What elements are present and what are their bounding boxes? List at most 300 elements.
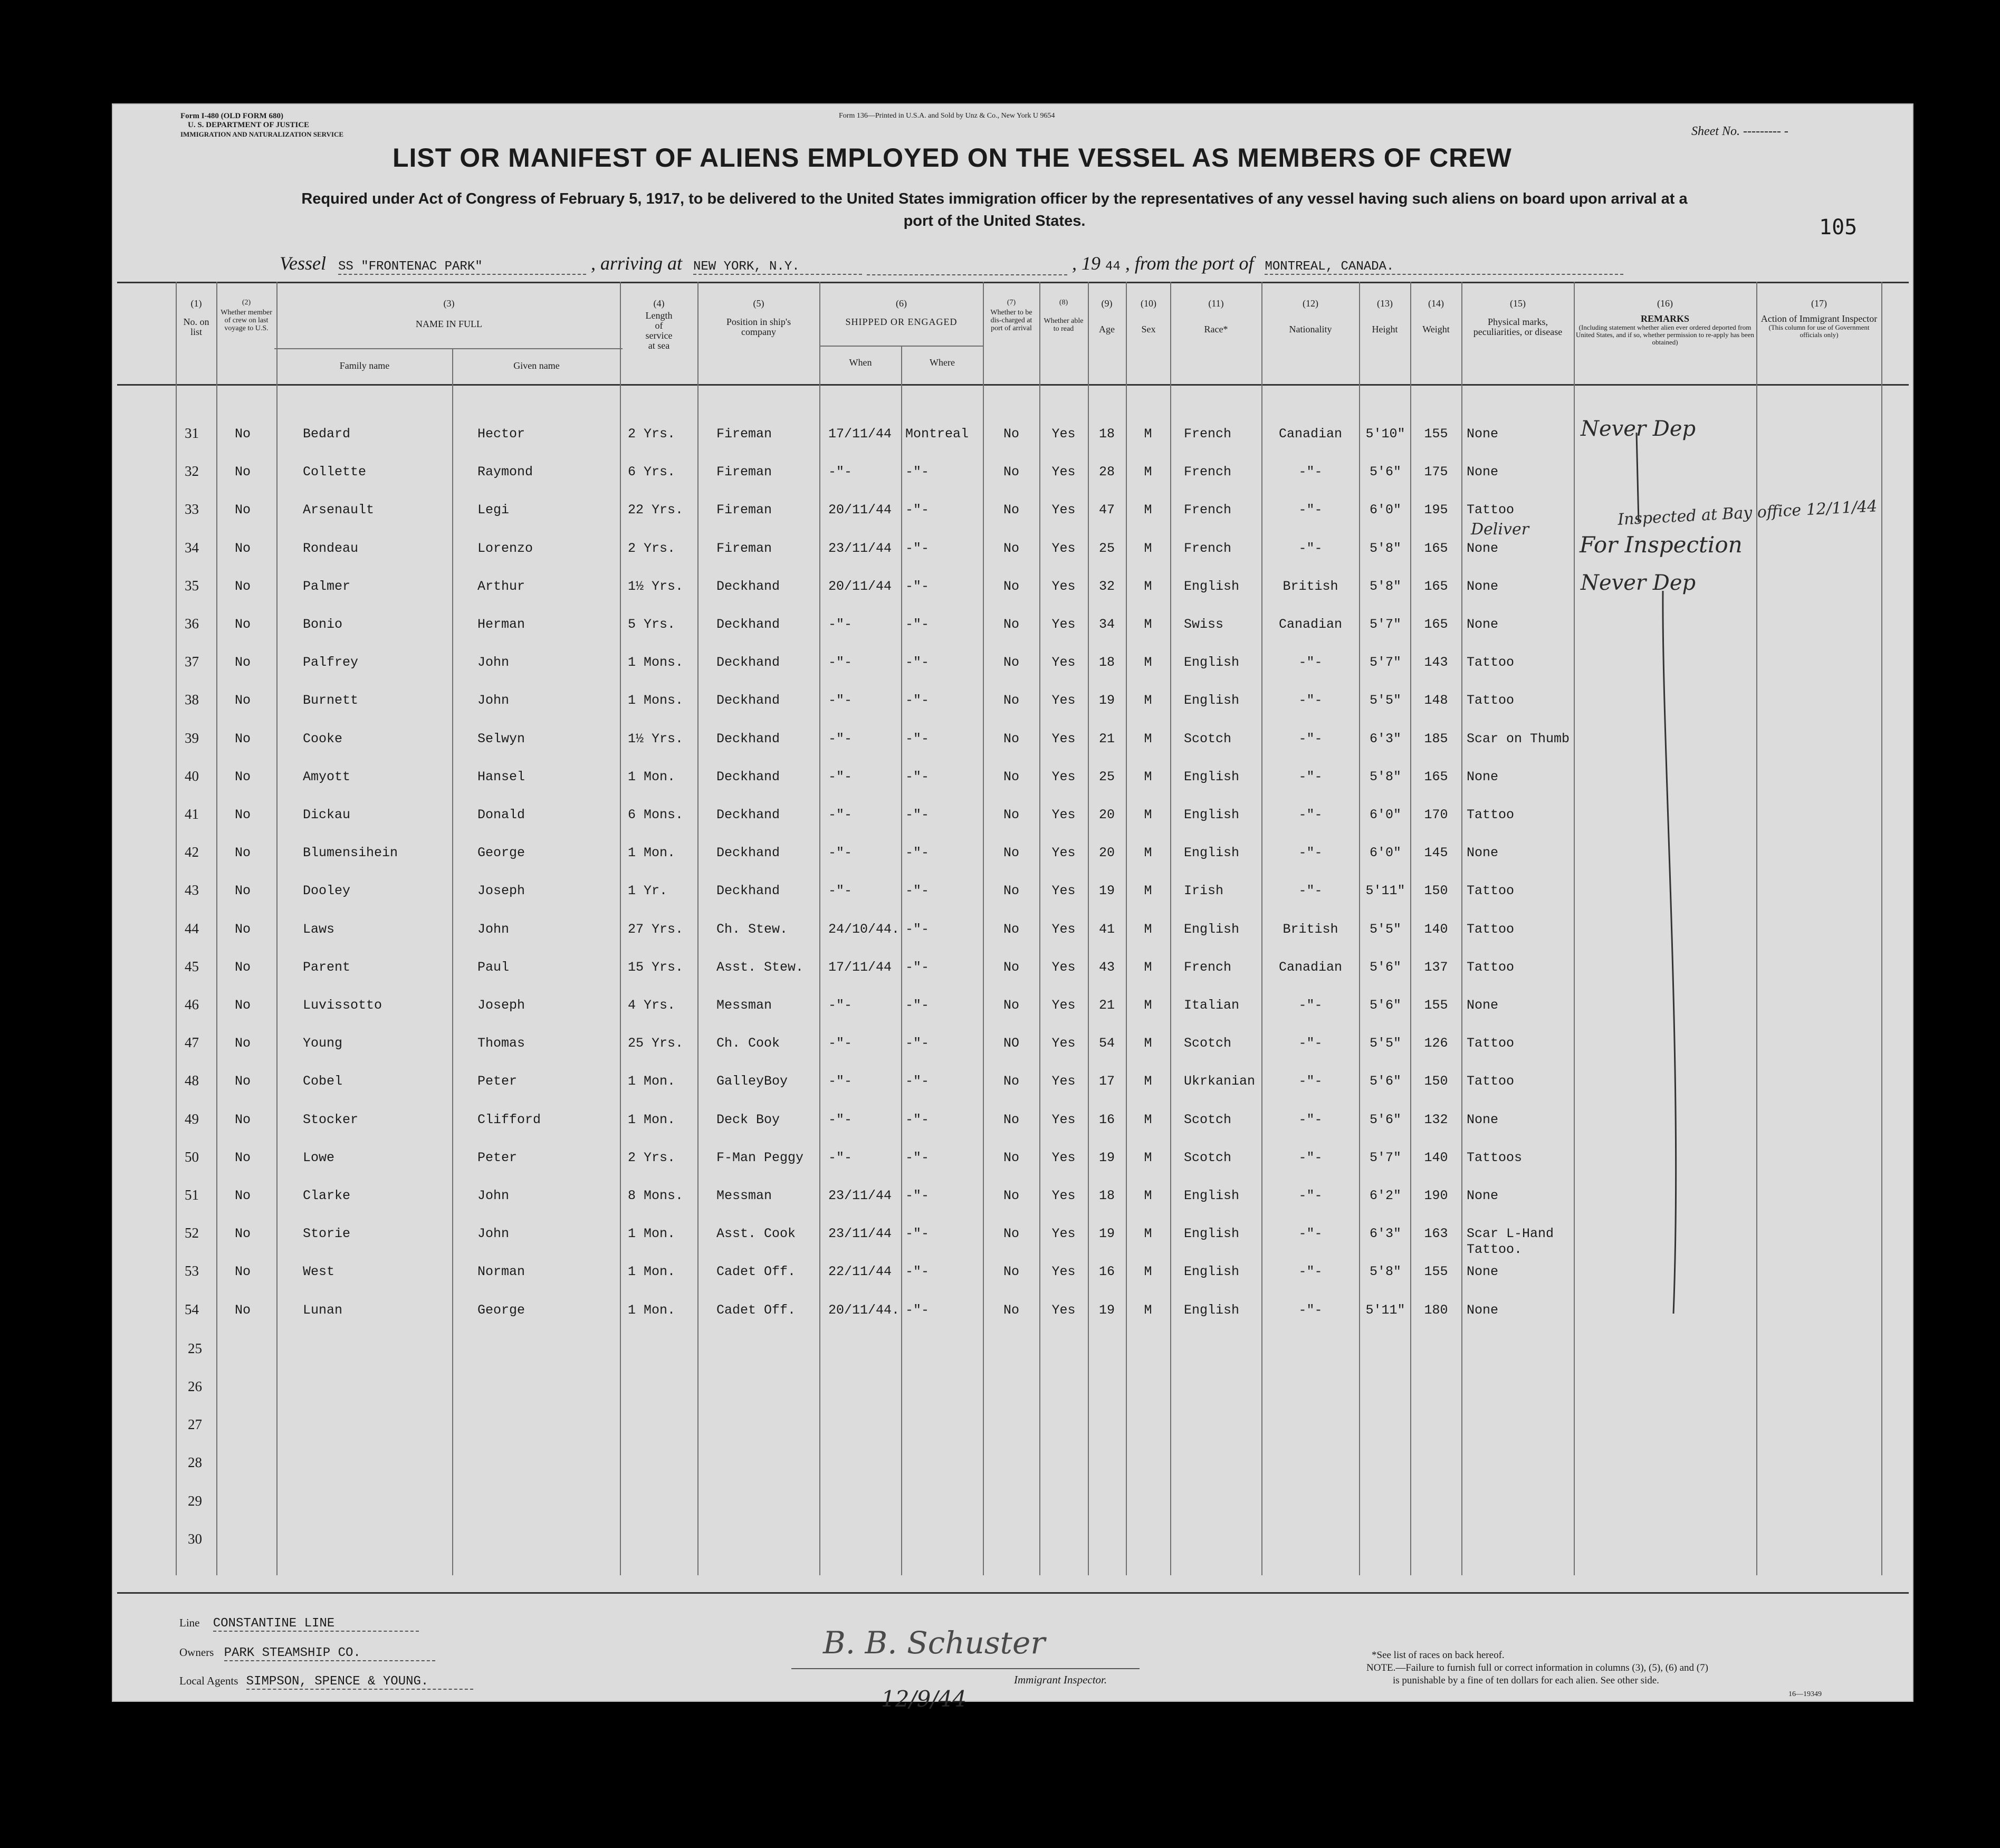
given-name-cell: Hansel — [477, 769, 525, 784]
shipped-when-cell: 20/11/44 — [828, 578, 892, 594]
discharged-cell: No — [1003, 1150, 1019, 1165]
weight-cell: 150 — [1424, 1074, 1448, 1089]
note-text-2: is punishable by a fine of ten dollars for each alien. See other side. — [1393, 1675, 1659, 1686]
shipped-where-cell: -"- — [905, 1074, 930, 1089]
height-cell: 5'7" — [1369, 655, 1401, 671]
position-cell: Deckhand — [716, 883, 780, 899]
form-department: U. S. DEPARTMENT OF JUSTICE — [188, 121, 310, 129]
age-cell: 16 — [1098, 1264, 1115, 1280]
height-cell: 5'8" — [1369, 540, 1401, 556]
nationality-cell: British — [1283, 578, 1338, 594]
service-length-cell: 15 Yrs. — [628, 959, 684, 975]
vessel-name: SS "FRONTENAC PARK" — [338, 260, 586, 275]
sex-cell: M — [1144, 1074, 1152, 1089]
shipped-when-cell: -"- — [828, 464, 853, 480]
last-voyage-cell: No — [234, 1302, 251, 1318]
given-name-cell: Paul — [477, 959, 510, 975]
sex-cell: M — [1144, 998, 1152, 1013]
service-length-cell: 2 Yrs. — [628, 540, 676, 556]
given-name-cell: George — [477, 1302, 525, 1318]
physical-marks-cell: Tattoo — [1467, 1074, 1515, 1089]
sex-cell: M — [1144, 1226, 1152, 1242]
row-number: 41 — [185, 806, 199, 822]
weight-cell: 165 — [1424, 578, 1448, 594]
shipped-where-cell: -"- — [905, 1188, 930, 1203]
nationality-cell: -"- — [1298, 693, 1323, 708]
remark-bracket-lines — [1625, 433, 1688, 1319]
age-cell: 25 — [1098, 769, 1115, 784]
given-name-cell: Lorenzo — [477, 540, 533, 556]
from-port: MONTREAL, CANADA. — [1265, 260, 1623, 275]
race-cell: Irish — [1184, 883, 1224, 899]
shipped-where-cell: -"- — [905, 540, 930, 556]
shipped-when-cell: 24/10/44. — [828, 921, 900, 937]
discharged-cell: No — [1003, 959, 1019, 975]
race-cell: Scotch — [1184, 731, 1232, 746]
shipped-where-cell: -"- — [905, 693, 930, 708]
weight-cell: 145 — [1424, 845, 1448, 861]
note-text: —Failure to furnish full or correct information in columns (3), (5), (6) and (7) — [1395, 1662, 1708, 1673]
physical-marks-cell: Tattoo — [1467, 959, 1515, 975]
shipped-when-cell: -"- — [828, 1150, 853, 1165]
able-to-read-cell: Yes — [1051, 731, 1076, 746]
shipped-when-cell: 23/11/44 — [828, 1226, 892, 1242]
header-name: (3) NAME IN FULL — [416, 298, 482, 329]
weight-cell: 180 — [1424, 1302, 1448, 1318]
weight-cell: 148 — [1424, 693, 1448, 708]
empty-row-number: 29 — [188, 1492, 202, 1509]
header-height: (13) Height — [1372, 298, 1398, 334]
race-cell: English — [1184, 655, 1240, 671]
header-race: (11) Race* — [1204, 298, 1228, 334]
discharged-cell: No — [1003, 426, 1019, 442]
service-length-cell: 1 Mon. — [628, 769, 676, 784]
discharged-cell: No — [1003, 1226, 1019, 1242]
height-cell: 6'2" — [1369, 1188, 1401, 1203]
header-position: (5) Position in ship's company — [726, 298, 791, 337]
race-cell: English — [1184, 578, 1240, 594]
last-voyage-cell: No — [234, 578, 251, 594]
header-able-to-read: (8) Whether able to read — [1044, 299, 1084, 333]
row-number: 48 — [185, 1073, 199, 1089]
given-name-cell: Hector — [477, 426, 525, 442]
sex-cell: M — [1144, 883, 1152, 899]
row-number: 47 — [185, 1035, 199, 1051]
height-cell: 5'11" — [1365, 883, 1405, 899]
vessel-line — [280, 252, 1623, 275]
form-number: Form I-480 (OLD FORM 680) — [180, 112, 283, 120]
row-number: 35 — [185, 577, 199, 593]
last-voyage-cell: No — [234, 426, 251, 442]
shipped-where-cell: -"- — [905, 1112, 930, 1127]
discharged-cell: No — [1003, 1112, 1019, 1127]
remark-deliver: Deliver — [1471, 520, 1529, 539]
family-name-cell: Blumensihein — [303, 845, 398, 861]
given-name-cell: Thomas — [477, 1036, 525, 1051]
race-cell: Ukrkanian — [1184, 1074, 1256, 1089]
service-length-cell: 27 Yrs. — [628, 921, 684, 937]
last-voyage-cell: No — [234, 1264, 251, 1280]
row-number: 31 — [185, 425, 199, 441]
vessel-label: Vessel — [280, 253, 326, 274]
age-cell: 19 — [1098, 693, 1115, 708]
given-name-cell: Raymond — [477, 464, 533, 480]
physical-marks-cell: Scar L-Hand Tattoo. — [1467, 1226, 1554, 1258]
physical-marks-cell: Tattoo — [1467, 502, 1515, 518]
race-cell: English — [1184, 1302, 1240, 1318]
nationality-cell: Canadian — [1278, 426, 1343, 442]
remark-for-inspection: For Inspection — [1580, 532, 1743, 558]
physical-marks-cell: None — [1467, 578, 1499, 594]
age-cell: 47 — [1098, 502, 1115, 518]
discharged-cell: No — [1003, 655, 1019, 671]
discharged-cell: No — [1003, 1302, 1019, 1318]
nationality-cell: -"- — [1298, 1150, 1323, 1165]
service-length-cell: 22 Yrs. — [628, 502, 684, 518]
position-cell: Deckhand — [716, 807, 780, 822]
race-cell: Scotch — [1184, 1150, 1232, 1165]
height-cell: 6'0" — [1369, 845, 1401, 861]
nationality-cell: -"- — [1298, 845, 1323, 861]
nationality-cell: -"- — [1298, 1226, 1323, 1242]
sex-cell: M — [1144, 1112, 1152, 1127]
family-name-cell: Bonio — [303, 617, 343, 632]
row-number: 50 — [185, 1148, 199, 1165]
sex-cell: M — [1144, 731, 1152, 746]
age-cell: 19 — [1098, 1150, 1115, 1165]
service-length-cell: 1½ Yrs. — [628, 731, 684, 746]
race-cell: English — [1184, 807, 1240, 822]
service-length-cell: 1 Mon. — [628, 1264, 676, 1280]
height-cell: 5'6" — [1369, 1112, 1401, 1127]
row-number: 49 — [185, 1110, 199, 1127]
nationality-cell: -"- — [1298, 998, 1323, 1013]
header-discharged: (7) Whether to be dis-charged at port of arrival — [990, 299, 1032, 332]
shipped-where-cell: -"- — [905, 883, 930, 899]
row-number: 40 — [185, 768, 199, 784]
header-last-voyage: (2) Whether member of crew on last voyage to U.S. — [221, 299, 272, 332]
sex-cell: M — [1144, 578, 1152, 594]
remark-inspected: Inspected at Bay office 12/11/44 — [1617, 497, 1878, 529]
header-when: When — [849, 357, 872, 368]
service-length-cell: 1 Mon. — [628, 1074, 676, 1089]
shipped-where-cell: -"- — [905, 578, 930, 594]
last-voyage-cell: No — [234, 540, 251, 556]
shipped-when-cell: 22/11/44 — [828, 1264, 892, 1280]
year: 44 — [1105, 260, 1121, 274]
nationality-cell: -"- — [1298, 1264, 1323, 1280]
given-name-cell: John — [477, 921, 510, 937]
able-to-read-cell: Yes — [1051, 921, 1076, 937]
sex-cell: M — [1144, 1302, 1152, 1318]
given-name-cell: Peter — [477, 1074, 518, 1089]
row-number: 54 — [185, 1301, 199, 1317]
position-cell: Deck Boy — [716, 1112, 780, 1127]
discharged-cell: No — [1003, 578, 1019, 594]
able-to-read-cell: Yes — [1051, 426, 1076, 442]
physical-marks-cell: Scar on Thumb — [1467, 731, 1570, 746]
header-family-name: Family name — [339, 360, 390, 371]
family-name-cell: Palmer — [303, 578, 351, 594]
able-to-read-cell: Yes — [1051, 655, 1076, 671]
race-cell: Swiss — [1184, 617, 1224, 632]
position-cell: GalleyBoy — [716, 1074, 788, 1089]
sex-cell: M — [1144, 807, 1152, 822]
height-cell: 6'0" — [1369, 807, 1401, 822]
shipped-where-cell: -"- — [905, 655, 930, 671]
position-cell: Cadet Off. — [716, 1264, 796, 1280]
weight-cell: 150 — [1424, 883, 1448, 899]
height-cell: 5'10" — [1365, 426, 1405, 442]
able-to-read-cell: Yes — [1051, 1188, 1076, 1203]
service-length-cell: 1 Mons. — [628, 693, 684, 708]
given-name-cell: John — [477, 1226, 510, 1242]
physical-marks-cell: None — [1467, 845, 1499, 861]
family-name-cell: Collette — [303, 464, 367, 480]
shipped-when-cell: 23/11/44 — [828, 540, 892, 556]
race-cell: English — [1184, 693, 1240, 708]
service-length-cell: 1 Mon. — [628, 1302, 676, 1318]
header-shipped: (6) SHIPPED OR ENGAGED — [845, 298, 958, 327]
position-cell: Deckhand — [716, 617, 780, 632]
shipped-where-cell: -"- — [905, 1150, 930, 1165]
position-cell: Asst. Stew. — [716, 959, 804, 975]
physical-marks-cell: Tattoo — [1467, 883, 1515, 899]
weight-cell: 175 — [1424, 464, 1448, 480]
shipped-when-cell: -"- — [828, 845, 853, 861]
given-name-cell: Joseph — [477, 998, 525, 1013]
able-to-read-cell: Yes — [1051, 1112, 1076, 1127]
last-voyage-cell: No — [234, 807, 251, 822]
able-to-read-cell: Yes — [1051, 807, 1076, 822]
able-to-read-cell: Yes — [1051, 1302, 1076, 1318]
row-number: 34 — [185, 539, 199, 556]
last-voyage-cell: No — [234, 998, 251, 1013]
discharged-cell: No — [1003, 998, 1019, 1013]
physical-marks-cell: None — [1467, 464, 1499, 480]
empty-row-number: 27 — [188, 1416, 202, 1433]
last-voyage-cell: No — [234, 883, 251, 899]
footer-owners: Owners PARK STEAMSHIP CO. — [179, 1646, 435, 1661]
age-cell: 21 — [1098, 731, 1115, 746]
able-to-read-cell: Yes — [1051, 617, 1076, 632]
height-cell: 6'3" — [1369, 731, 1401, 746]
row-number: 44 — [185, 920, 199, 936]
sex-cell: M — [1144, 426, 1152, 442]
discharged-cell: No — [1003, 731, 1019, 746]
last-voyage-cell: No — [234, 617, 251, 632]
discharged-cell: No — [1003, 1264, 1019, 1280]
race-cell: English — [1184, 1264, 1240, 1280]
height-cell: 5'7" — [1369, 1150, 1401, 1165]
given-name-cell: Herman — [477, 617, 525, 632]
service-length-cell: 5 Yrs. — [628, 617, 676, 632]
weight-cell: 140 — [1424, 1150, 1448, 1165]
form-id-block — [180, 112, 343, 139]
height-cell: 5'5" — [1369, 693, 1401, 708]
nationality-cell: -"- — [1298, 731, 1323, 746]
position-cell: Ch. Cook — [716, 1036, 780, 1051]
sex-cell: M — [1144, 845, 1152, 861]
position-cell: Deckhand — [716, 845, 780, 861]
given-name-cell: Peter — [477, 1150, 518, 1165]
printer-credit: Form 136—Printed in U.S.A. and Sold by Unz & Co., New York U 9654 — [839, 112, 1055, 120]
race-cell: French — [1184, 540, 1232, 556]
sex-cell: M — [1144, 959, 1152, 975]
service-length-cell: 1½ Yrs. — [628, 578, 684, 594]
position-cell: Deckhand — [716, 578, 780, 594]
height-cell: 5'8" — [1369, 578, 1401, 594]
sheet-number: Sheet No. --------- - — [1691, 125, 1788, 138]
able-to-read-cell: Yes — [1051, 502, 1076, 518]
family-name-cell: Arsenault — [303, 502, 375, 518]
row-number: 36 — [185, 616, 199, 631]
age-cell: 19 — [1098, 1226, 1115, 1242]
service-length-cell: 4 Yrs. — [628, 998, 676, 1013]
shipped-where-cell: -"- — [905, 998, 930, 1013]
weight-cell: 155 — [1424, 1264, 1448, 1280]
shipped-where-cell: -"- — [905, 1226, 930, 1242]
family-name-cell: Clarke — [303, 1188, 351, 1203]
height-cell: 5'6" — [1369, 998, 1401, 1013]
discharged-cell: No — [1003, 617, 1019, 632]
shipped-where-cell: -"- — [905, 1302, 930, 1318]
given-name-cell: Norman — [477, 1264, 525, 1280]
service-length-cell: 1 Mon. — [628, 1112, 676, 1127]
able-to-read-cell: Yes — [1051, 578, 1076, 594]
row-number: 52 — [185, 1225, 199, 1241]
sex-cell: M — [1144, 769, 1152, 784]
family-name-cell: Rondeau — [303, 540, 359, 556]
shipped-when-cell: 23/11/44 — [828, 1188, 892, 1203]
shipped-when-cell: -"- — [828, 655, 853, 671]
age-cell: 32 — [1098, 578, 1115, 594]
physical-marks-cell: Tattoo — [1467, 807, 1515, 822]
owners-value: PARK STEAMSHIP CO. — [224, 1646, 435, 1661]
page-number: 105 — [1819, 215, 1858, 240]
shipped-when-cell: 20/11/44 — [828, 502, 892, 518]
sex-cell: M — [1144, 617, 1152, 632]
page-title: LIST OR MANIFEST OF ALIENS EMPLOYED ON THE VESSEL AS MEMBERS OF CREW — [393, 143, 1512, 173]
age-cell: 20 — [1098, 845, 1115, 861]
age-cell: 18 — [1098, 1188, 1115, 1203]
sex-cell: M — [1144, 1150, 1152, 1165]
year-prefix: , 19 — [1072, 253, 1101, 274]
given-name-cell: Legi — [477, 502, 510, 518]
sex-cell: M — [1144, 1188, 1152, 1203]
service-length-cell: 1 Yr. — [628, 883, 668, 899]
service-length-cell: 1 Mon. — [628, 845, 676, 861]
family-name-cell: Cobel — [303, 1074, 343, 1089]
last-voyage-cell: No — [234, 655, 251, 671]
age-cell: 19 — [1098, 883, 1115, 899]
physical-marks-cell: None — [1467, 1302, 1499, 1318]
age-cell: 20 — [1098, 807, 1115, 822]
inspector-signature: B. B. Schuster — [823, 1625, 1046, 1661]
arriving-port: NEW YORK, N.Y. — [693, 260, 862, 275]
race-cell: Scotch — [1184, 1112, 1232, 1127]
physical-marks-cell: Tattoo — [1467, 693, 1515, 708]
row-number: 45 — [185, 958, 199, 974]
form-service: IMMIGRATION AND NATURALIZATION SERVICE — [180, 130, 344, 138]
weight-cell: 165 — [1424, 540, 1448, 556]
inspector-date: 12/9/44 — [881, 1686, 966, 1712]
race-cell: French — [1184, 502, 1232, 518]
sex-cell: M — [1144, 502, 1152, 518]
discharged-cell: No — [1003, 464, 1019, 480]
family-name-cell: Parent — [303, 959, 351, 975]
able-to-read-cell: Yes — [1051, 1150, 1076, 1165]
shipped-where-cell: -"- — [905, 845, 930, 861]
sex-cell: M — [1144, 921, 1152, 937]
discharged-cell: No — [1003, 807, 1019, 822]
shipped-where-cell: -"- — [905, 1264, 930, 1280]
height-cell: 6'3" — [1369, 1226, 1401, 1242]
family-name-cell: Amyott — [303, 769, 351, 784]
position-cell: Cadet Off. — [716, 1302, 796, 1318]
sex-cell: M — [1144, 540, 1152, 556]
weight-cell: 165 — [1424, 617, 1448, 632]
shipped-when-cell: -"- — [828, 1036, 853, 1051]
physical-marks-cell: None — [1467, 769, 1499, 784]
able-to-read-cell: Yes — [1051, 693, 1076, 708]
header-age: (9) Age — [1099, 298, 1115, 334]
header-sex: (10) Sex — [1141, 298, 1156, 334]
empty-row-number: 26 — [188, 1378, 202, 1394]
discharged-cell: No — [1003, 693, 1019, 708]
header-inspector-action: (17) Action of Immigrant Inspector (This column for use of Government officials only) — [1760, 298, 1878, 339]
able-to-read-cell: Yes — [1051, 769, 1076, 784]
family-name-cell: Burnett — [303, 693, 359, 708]
footer-notes — [1366, 1649, 1708, 1687]
family-name-cell: Lowe — [303, 1150, 335, 1165]
given-name-cell: John — [477, 1188, 510, 1203]
shipped-when-cell: -"- — [828, 998, 853, 1013]
row-number: 51 — [185, 1187, 199, 1203]
service-length-cell: 8 Mons. — [628, 1188, 684, 1203]
shipped-when-cell: 17/11/44 — [828, 959, 892, 975]
last-voyage-cell: No — [234, 769, 251, 784]
shipped-where-cell: -"- — [905, 731, 930, 746]
row-number: 53 — [185, 1263, 199, 1279]
weight-cell: 126 — [1424, 1036, 1448, 1051]
given-name-cell: Donald — [477, 807, 525, 822]
race-cell: French — [1184, 959, 1232, 975]
position-cell: Deckhand — [716, 655, 780, 671]
nationality-cell: -"- — [1298, 502, 1323, 518]
nationality-cell: -"- — [1298, 540, 1323, 556]
able-to-read-cell: Yes — [1051, 1036, 1076, 1051]
race-cell: English — [1184, 1226, 1240, 1242]
last-voyage-cell: No — [234, 1188, 251, 1203]
discharged-cell: NO — [1003, 1036, 1019, 1051]
shipped-where-cell: -"- — [905, 464, 930, 480]
race-cell: English — [1184, 769, 1240, 784]
empty-row-number: 30 — [188, 1530, 202, 1547]
age-cell: 17 — [1098, 1074, 1115, 1089]
physical-marks-cell: Tattoo — [1467, 655, 1515, 671]
header-where: Where — [930, 357, 955, 368]
height-cell: 5'6" — [1369, 959, 1401, 975]
service-length-cell: 1 Mon. — [628, 1226, 676, 1242]
given-name-cell: Joseph — [477, 883, 525, 899]
position-cell: Messman — [716, 1188, 772, 1203]
service-length-cell: 1 Mons. — [628, 655, 684, 671]
physical-marks-cell: None — [1467, 1188, 1499, 1203]
position-cell: Ch. Stew. — [716, 921, 788, 937]
from-label: , from the port of — [1125, 253, 1254, 274]
physical-marks-cell: None — [1467, 617, 1499, 632]
